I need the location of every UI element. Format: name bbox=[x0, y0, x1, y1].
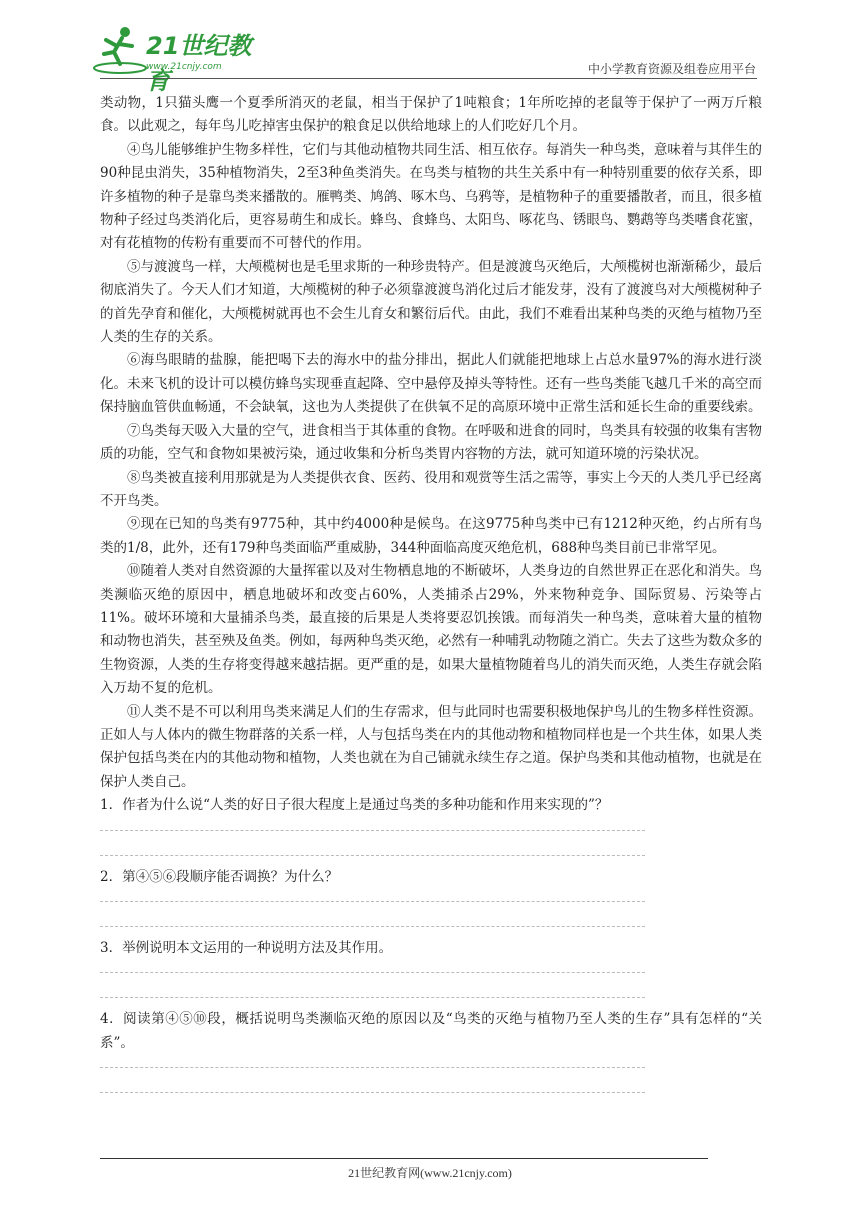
answer-line[interactable] bbox=[100, 889, 645, 902]
spacer bbox=[100, 998, 762, 1008]
question-1: 1．作者为什么说“人类的好日子很大程度上是通过鸟类的多种功能和作用来实现的”？ bbox=[100, 797, 609, 814]
question-4: 4．阅读第④⑤⑩段，概括说明鸟类濒临灭绝的原因以及“鸟类的灭绝与植物乃至人类的生存”具有怎样的“关系”。 bbox=[100, 1011, 762, 1051]
paragraph: ⑨现在已知的鸟类有9775种，其中约4000种是候鸟。在这9775种鸟类中已有1212种灭绝，约占所有鸟类的1/8，此外，还有179种鸟类面临严重威胁，344种面临高度灭绝危机，688种鸟类目前已非常罕见。 bbox=[100, 516, 762, 556]
answer-line[interactable] bbox=[100, 1055, 645, 1068]
paragraph: ④鸟儿能够维护生物多样性，它们与其他动植物共同生活、相互依存。每消失一种鸟类，意味着与其伴生的90种昆虫消失，35种植物消失，2至3种鱼类消失。在鸟类与植物的共生关系中有一种特别重要的依存关系，即许多植物的种子是靠鸟类来播散的。雁鸭类、鸠鸽、啄木鸟、乌鸦等，是植物种子的重要播散者，而且，很多植物种子经过鸟类消化后，更容易萌生和成长。蜂鸟、食蜂鸟、太阳鸟、啄花鸟、锈眼鸟、鹦鹉等鸟类嗜食花蜜，对有花植物的传粉有重要而不可替代的作用。 bbox=[100, 141, 762, 252]
paragraph: ⑦鸟类每天吸入大量的空气，进食相当于其体重的食物。在呼吸和进食的同时，鸟类具有较强的收集有害物质的功能，空气和食物如果被污染，通过收集和分析鸟类胃内容物的方法，就可知道环境的污染状况。 bbox=[100, 422, 762, 463]
logo-url: www.21cnjy.com bbox=[146, 62, 222, 72]
runner-logo-icon bbox=[92, 24, 148, 78]
question-2: 2．第④⑤⑥段顺序能否调换？为什么？ bbox=[100, 868, 339, 885]
answer-line[interactable] bbox=[100, 831, 645, 856]
spacer bbox=[100, 927, 762, 937]
paragraph: ⑤与渡渡鸟一样，大颅榄树也是毛里求斯的一种珍贵特产。但是渡渡鸟灭绝后，大颅榄树也渐渐稀少，最后彻底消失了。今天人们才知道，大颅榄树的种子必须靠渡渡鸟消化过后才能发芽，没有了渡渡鸟对大颅榄树种子的首先孕育和催化，大颅榄树就再也不会生儿育女和繁衍后代。由此，我们不难看出某种鸟类的灭绝与植物乃至人类的生存的关系。 bbox=[100, 258, 762, 346]
page-header bbox=[0, 0, 860, 95]
spacer bbox=[100, 856, 762, 866]
header-platform-text: 中小学教育资源及组卷应用平台 bbox=[587, 62, 756, 76]
header-divider bbox=[100, 78, 757, 79]
footer-text: 21世纪教育网(www.21cnjy.com) bbox=[348, 1166, 512, 1180]
paragraph: ⑥海鸟眼睛的盐腺，能把喝下去的海水中的盐分排出，据此人们就能把地球上占总水量97%的海水进行淡化。未来飞机的设计可以模仿蜂鸟实现垂直起降、空中悬停及掉头等特性。还有一些鸟类能飞越几千米的高空而保持脑血管供血畅通，不会缺氧，这也为人类提供了在供氧不足的高原环境中正常生活和延长生命的重要线索。 bbox=[100, 352, 762, 416]
answer-line[interactable] bbox=[100, 1068, 645, 1093]
paragraph: ⑩随着人类对自然资源的大量挥霍以及对生物栖息地的不断破坏，人类身边的自然世界正在恶化和消失。鸟类濒临灭绝的原因中，栖息地破坏和改变占60%，人类捕杀占29%，外来物种竞争、国际贸易、污染等占11%。破坏环境和大量捕杀鸟类，最直接的后果是人类将要忍饥挨饿。而每消失一种鸟类，意味着大量的植物和动物也消失，甚至殃及鱼类。例如，每两种鸟类灭绝，必然有一种哺乳动物随之消亡。失去了这些为数众多的生物资源，人类的生存将变得越来越拮据。更严重的是，如果大量植物随着鸟儿的消失而灭绝，人类生存就会陷入万劫不复的危机。 bbox=[100, 563, 762, 697]
article-body bbox=[100, 92, 762, 1093]
answer-line[interactable] bbox=[100, 902, 645, 927]
logo bbox=[92, 24, 262, 95]
logo-text: 21世纪教育 bbox=[146, 32, 252, 95]
paragraph: 类动物，1只猫头鹰一个夏季所消灭的老鼠，相当于保护了1吨粮食；1年所吃掉的老鼠等于保护了一两万斤粮食。以此观之，每年鸟儿吃掉害虫保护的粮食足以供给地球上的人们吃好几个月。 bbox=[100, 95, 762, 135]
answer-line[interactable] bbox=[100, 973, 645, 998]
footer-divider bbox=[100, 1158, 708, 1159]
question-3: 3．举例说明本文运用的一种说明方法及其作用。 bbox=[100, 940, 393, 956]
answer-line[interactable] bbox=[100, 960, 645, 973]
answer-line[interactable] bbox=[100, 818, 645, 831]
paragraph: ⑧鸟类被直接利用那就是为人类提供衣食、医药、役用和观赏等生活之需等，事实上今天的人类几乎已经离不开鸟类。 bbox=[100, 469, 762, 509]
paragraph: ⑪人类不是不可以利用鸟类来满足人们的生存需求，但与此同时也需要积极地保护鸟儿的生物多样性资源。正如人与人体内的微生物群落的关系一样，人与包括鸟类在内的其他动物和植物同样也是一个共生体，如果人类保护包括鸟类在内的其他动物和植物，人类也就在为自己铺就永续生存之道。保护鸟类和其他动植物，也就是在保护人类自己。 bbox=[100, 703, 762, 790]
